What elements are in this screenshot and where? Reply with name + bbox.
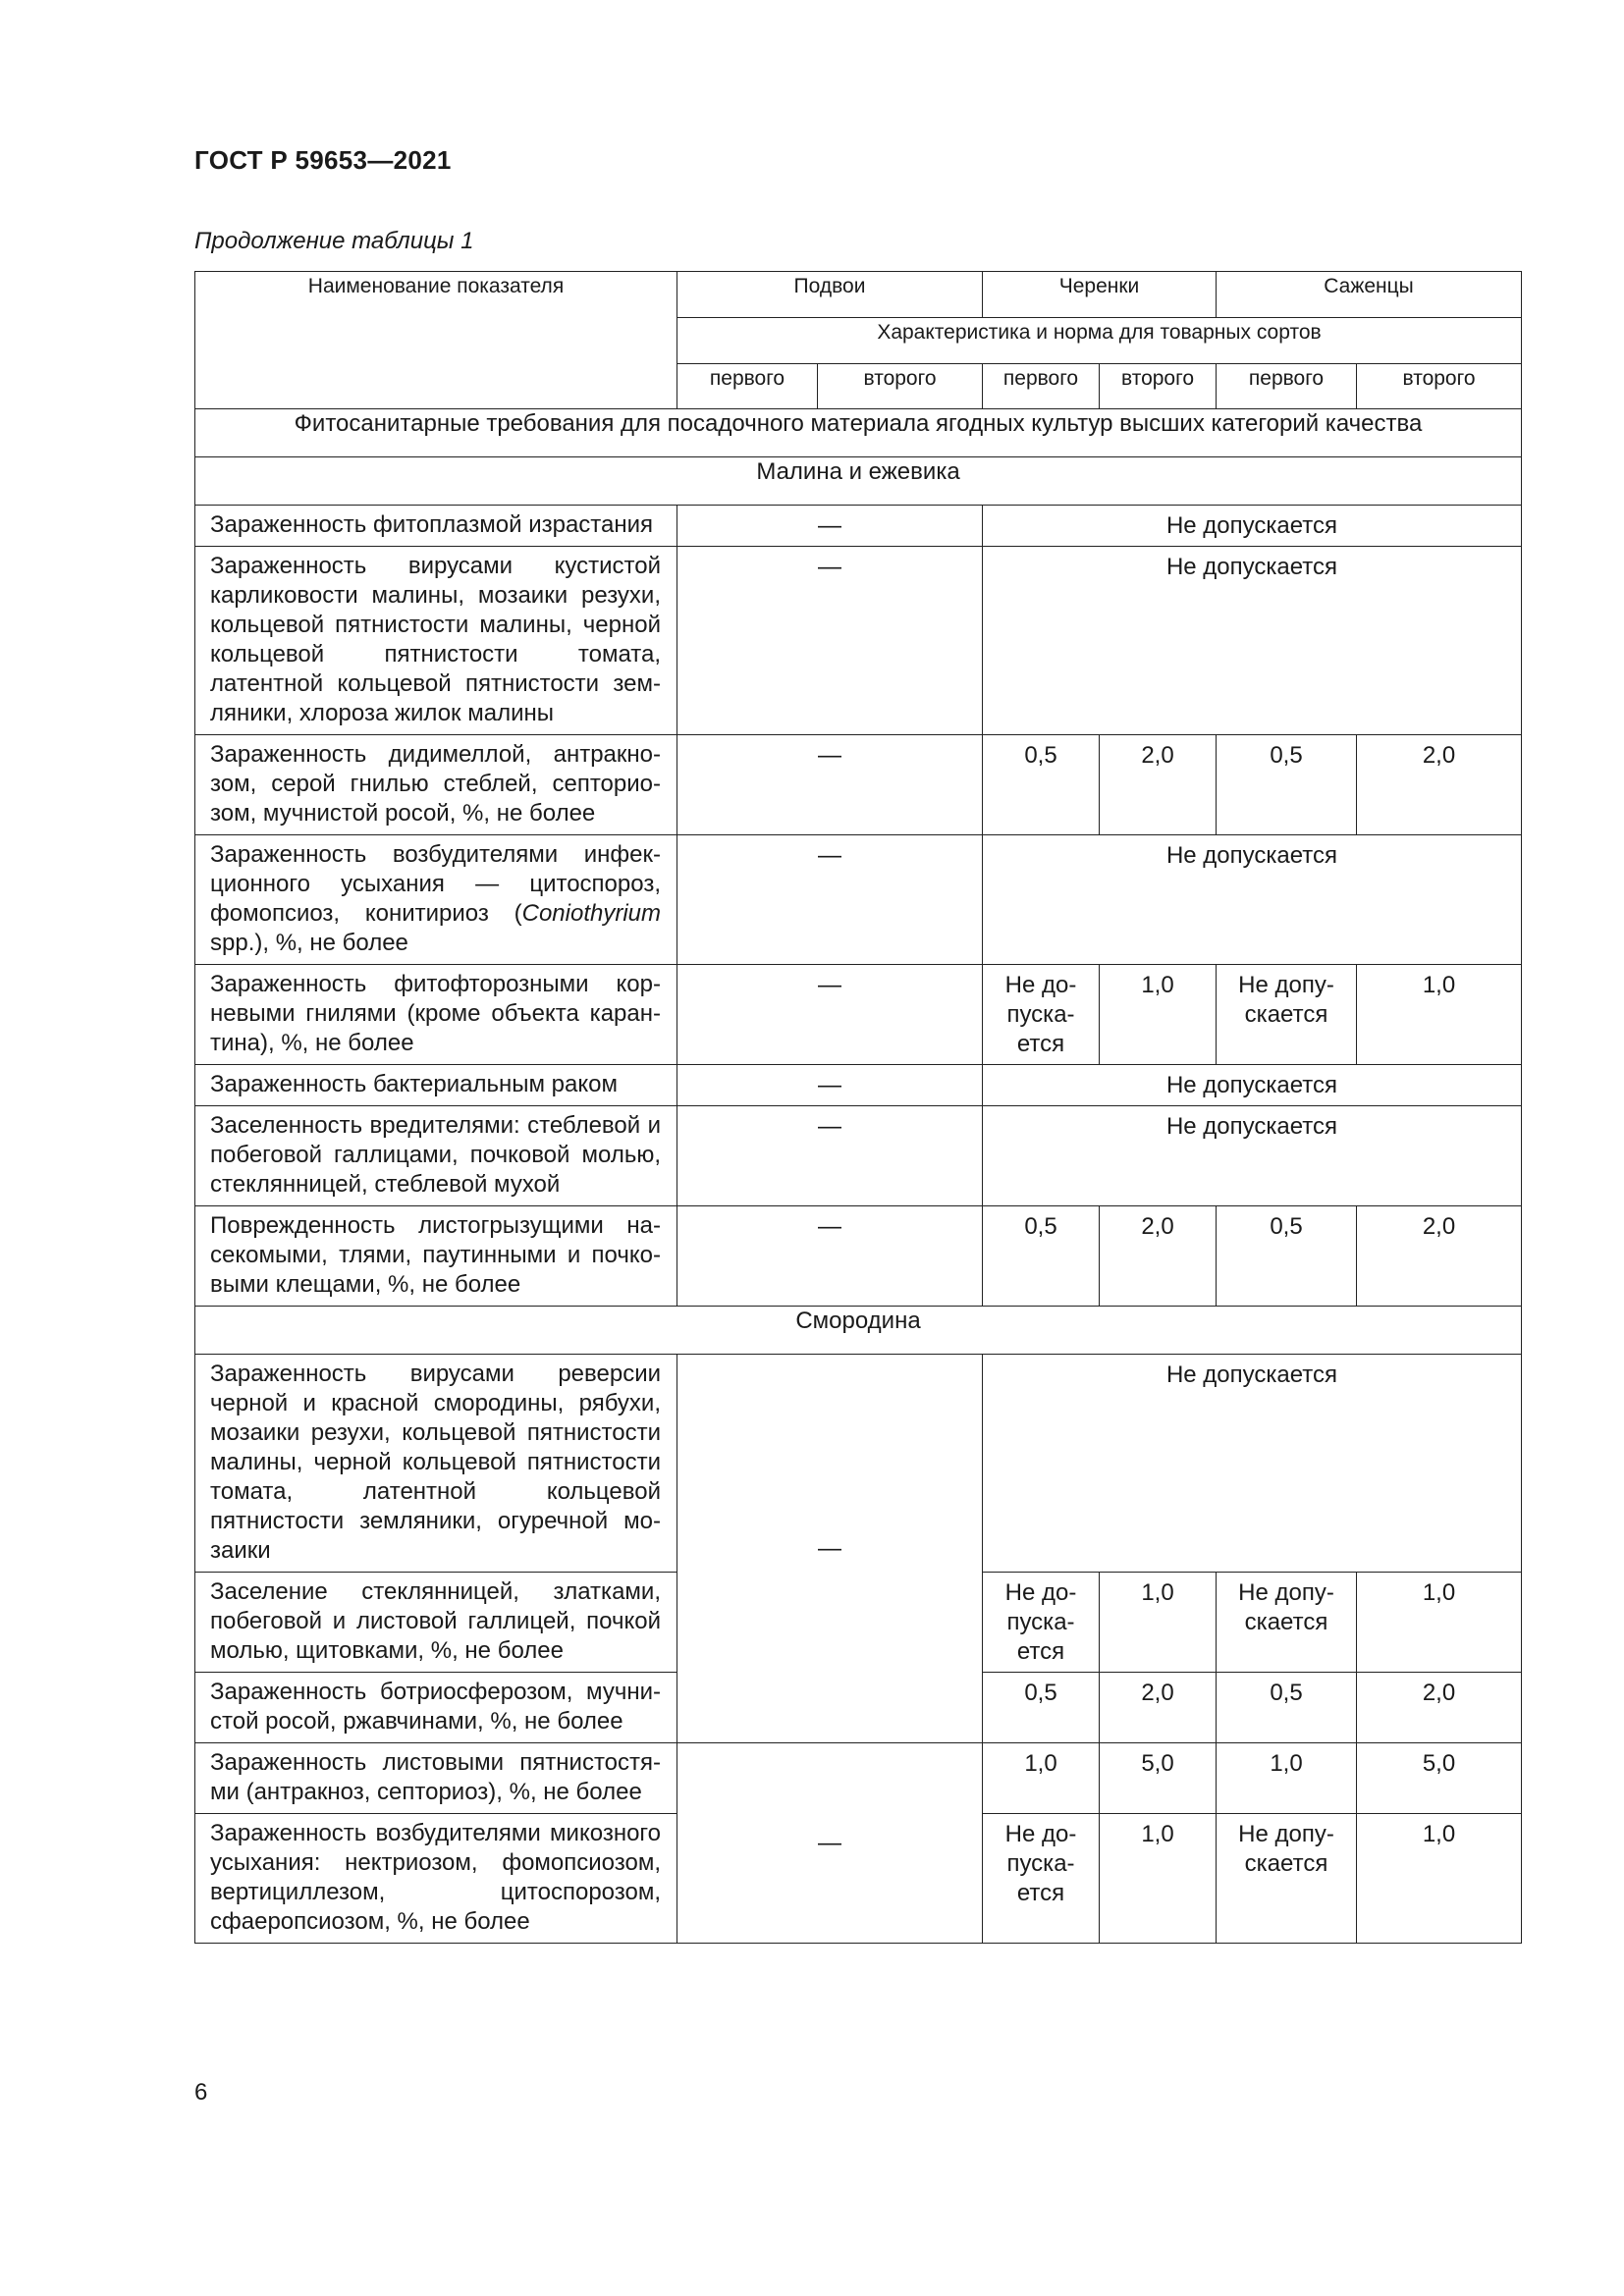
header-rootstocks: Подвои	[677, 272, 983, 318]
seedlings-second-value: 2,0	[1357, 1673, 1522, 1743]
subsection-currant: Смородина	[195, 1307, 1522, 1355]
header-seedlings-first: первого	[1217, 364, 1357, 409]
row-name: Зараженность ботриосферозом, мучнистой росой, ржавчинами, %, не более	[195, 1673, 677, 1743]
value-not-allowed: Не допускается	[983, 1355, 1522, 1573]
seedlings-second-value: 5,0	[1357, 1743, 1522, 1814]
cuttings-first-value: Не до- пуска- ется	[983, 965, 1100, 1065]
row-name: Зараженность фитоплазмой израстания	[195, 506, 677, 547]
cuttings-second-value: 2,0	[1100, 1673, 1217, 1743]
cuttings-second-value: 5,0	[1100, 1743, 1217, 1814]
cuttings-first-value: Не до- пуска- ется	[983, 1814, 1100, 1944]
cuttings-first-value: 0,5	[983, 735, 1100, 835]
value-not-allowed: Не допускается	[983, 506, 1522, 547]
rootstock-value: —	[677, 965, 983, 1065]
seedlings-first-value: 1,0	[1217, 1743, 1357, 1814]
row-name: Заселенность вредителями: стеблевой и побеговой галлицами, почковой молью, стеклянницей, стеблевой мухой	[195, 1106, 677, 1206]
row-name: Зараженность возбудителями инфекционного усыхания — цитоспороз, фомопсиоз, конитириоз (Coniothyrium spp.), %, не более	[195, 835, 677, 965]
rootstock-value: —	[677, 1065, 983, 1106]
seedlings-first-value: Не допу- скается	[1217, 965, 1357, 1065]
rootstock-value: —	[677, 547, 983, 735]
cuttings-second-value: 1,0	[1100, 1573, 1217, 1673]
cuttings-second-value: 1,0	[1100, 965, 1217, 1065]
row-name: Поврежденность листогрызущими насекомыми, тлями, паутинными и почковыми клещами, %, не более	[195, 1206, 677, 1307]
header-characteristic: Характеристика и норма для товарных сортов	[677, 318, 1522, 364]
rootstock-value: —	[677, 1106, 983, 1206]
row-name: Зараженность вирусами кустистой карликовости малины, мозаики резухи, кольцевой пятнистости малины, черной кольцевой пятнистости томата, латентной кольцевой пятнистости земляники, хлороза жилок малины	[195, 547, 677, 735]
row-name: Зараженность возбудителями микозного усыхания: нектриозом, фомопсиозом, вертициллезом, цитоспорозом, сфаеропсиозом, %, не более	[195, 1814, 677, 1944]
seedlings-first-value: Не допу- скается	[1217, 1573, 1357, 1673]
seedlings-second-value: 2,0	[1357, 735, 1522, 835]
seedlings-first-value: 0,5	[1217, 1673, 1357, 1743]
row-name: Зараженность фитофторозными корневыми гнилями (кроме объекта карантина), %, не более	[195, 965, 677, 1065]
cuttings-first-value: 0,5	[983, 1206, 1100, 1307]
seedlings-second-value: 1,0	[1357, 1814, 1522, 1944]
row-name: Зараженность листовыми пятнистостями (антракноз, септориоз), %, не более	[195, 1743, 677, 1814]
seedlings-second-value: 1,0	[1357, 1573, 1522, 1673]
page-number: 6	[194, 2079, 208, 2106]
row-name: Зараженность дидимеллой, антракнозом, серой гнилью стеблей, септориозом, мучнистой росой, %, не более	[195, 735, 677, 835]
value-not-allowed: Не допускается	[983, 835, 1522, 965]
table-caption: Продолжение таблицы 1	[194, 228, 474, 254]
section-title: Фитосанитарные требования для посадочного материала ягодных культур высших категорий качества	[195, 409, 1522, 457]
cuttings-second-value: 2,0	[1100, 1206, 1217, 1307]
seedlings-first-value: 0,5	[1217, 735, 1357, 835]
value-not-allowed: Не допускается	[983, 1106, 1522, 1206]
header-cuttings: Черенки	[983, 272, 1217, 318]
rootstock-value: —	[677, 1206, 983, 1307]
header-cuttings-first: первого	[983, 364, 1100, 409]
latin-genus: Coniothyrium	[521, 900, 661, 927]
value-not-allowed: Не допускается	[983, 1065, 1522, 1106]
seedlings-first-value: 0,5	[1217, 1206, 1357, 1307]
value-not-allowed: Не допускается	[983, 547, 1522, 735]
rootstock-value: —	[677, 1355, 983, 1743]
header-seedlings: Саженцы	[1217, 272, 1522, 318]
rootstock-value: —	[677, 735, 983, 835]
header-seedlings-second: второго	[1357, 364, 1522, 409]
row-name: Заселение стеклянницей, златками, побеговой и листовой галлицей, почкой молью, щитовками, %, не более	[195, 1573, 677, 1673]
cuttings-second-value: 2,0	[1100, 735, 1217, 835]
cuttings-second-value: 1,0	[1100, 1814, 1217, 1944]
rootstock-value: —	[677, 1743, 983, 1944]
header-rootstocks-second: второго	[818, 364, 983, 409]
seedlings-first-value: Не допу- скается	[1217, 1814, 1357, 1944]
row-name: Зараженность бактериальным раком	[195, 1065, 677, 1106]
cuttings-first-value: 1,0	[983, 1743, 1100, 1814]
row-name: Зараженность вирусами реверсии черной и красной смородины, рябухи, мозаики резухи, кольцевой пятнистости малины, черной кольцевой пятнистости томата, латентной кольцевой пятнистости земляники, огуречной мозаики	[195, 1355, 677, 1573]
requirements-table	[194, 271, 1522, 1944]
header-indicator-name: Наименование показателя	[195, 272, 677, 409]
rootstock-value: —	[677, 835, 983, 965]
seedlings-second-value: 1,0	[1357, 965, 1522, 1065]
document-code: ГОСТ Р 59653—2021	[194, 145, 452, 175]
header-cuttings-second: второго	[1100, 364, 1217, 409]
cuttings-first-value: Не до- пуска- ется	[983, 1573, 1100, 1673]
cuttings-first-value: 0,5	[983, 1673, 1100, 1743]
subsection-raspberry: Малина и ежевика	[195, 457, 1522, 506]
header-rootstocks-first: первого	[677, 364, 818, 409]
seedlings-second-value: 2,0	[1357, 1206, 1522, 1307]
rootstock-value: —	[677, 506, 983, 547]
